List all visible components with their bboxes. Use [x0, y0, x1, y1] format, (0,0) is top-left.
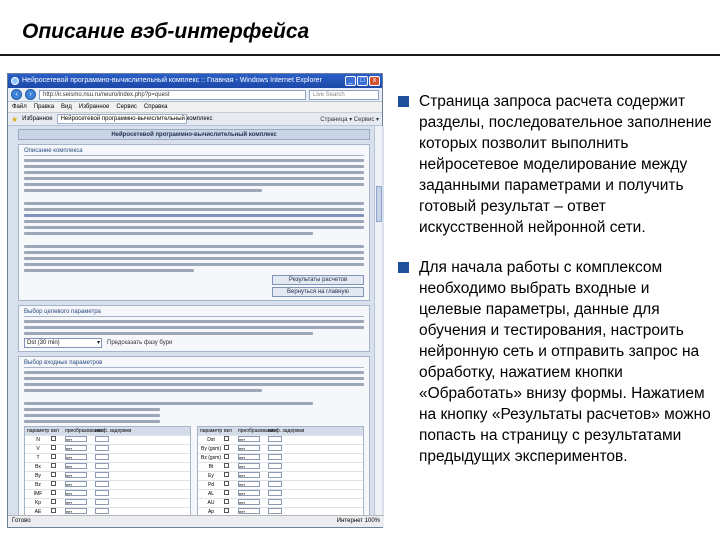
bullet-square-icon	[398, 96, 409, 107]
param-name: Ap	[207, 509, 215, 515]
param-header-cell: вкл	[51, 428, 59, 434]
param-header-cell: преобразование	[65, 428, 104, 434]
description-panel	[18, 144, 370, 301]
param-delay-select[interactable]	[268, 472, 282, 478]
param-checkbox[interactable]	[224, 463, 229, 468]
menu-help[interactable]: Справка	[143, 104, 168, 110]
url-input[interactable]: http://ir.seismo.nsu.ru/neuro/index.php?p=quest	[39, 90, 306, 100]
status-bar	[8, 515, 384, 527]
page-banner: Нейросетевой программно-вычислительный комплекс	[18, 129, 370, 140]
description-panel-head: Описание комплекса	[24, 148, 364, 156]
param-transform-select[interactable]: нет	[238, 445, 260, 451]
param-checkbox[interactable]	[51, 463, 56, 468]
param-delay-select[interactable]	[95, 436, 109, 442]
toolbar-tools[interactable]: Страница ▾ Сервис ▾	[320, 116, 379, 123]
param-checkbox[interactable]	[224, 481, 229, 486]
param-name: Bz (gsm)	[201, 455, 221, 461]
inputs-panel	[18, 356, 370, 522]
param-name: Bt	[208, 464, 214, 470]
param-transform-select[interactable]: нет	[65, 445, 87, 451]
bullet-text-1: Страница запроса расчета содержит разделы, последовательное заполнение которых позволит выполнить нейросетевое моделирование между заданными параметрами и получить готовый результат – ответ искусственной нейронной сети.	[419, 93, 712, 236]
param-name: By (gsm)	[201, 446, 221, 452]
param-delay-select[interactable]	[268, 499, 282, 505]
favorites-star-icon[interactable]: ★	[11, 114, 19, 124]
param-checkbox[interactable]	[51, 499, 56, 504]
slide-title: Описание вэб-интерфейса	[22, 20, 310, 43]
param-header-cell: параметр	[27, 428, 50, 434]
param-delay-select[interactable]	[268, 463, 282, 469]
window-controls	[345, 76, 380, 86]
param-transform-select[interactable]: нет	[65, 454, 87, 460]
param-checkbox[interactable]	[51, 490, 56, 495]
param-transform-select[interactable]: нет	[238, 472, 260, 478]
browser-tab[interactable]: Нейросетевой программно-вычислительный комплекс	[57, 114, 187, 124]
browser-title: Нейросетевой программно-вычислительный комплекс :: Главная - Windows Internet Explorer	[22, 77, 322, 84]
param-transform-select[interactable]: нет	[238, 499, 260, 505]
param-header-cell: коэф. задержки	[268, 428, 305, 434]
param-transform-select[interactable]: нет	[65, 490, 87, 496]
minimize-button[interactable]: _	[345, 76, 356, 86]
menu-tools[interactable]: Сервис	[116, 104, 137, 110]
bullet-square-icon	[398, 262, 409, 273]
param-name: Kp	[34, 500, 42, 506]
back-to-main-button[interactable]: Вернуться на главную	[272, 287, 364, 297]
param-checkbox[interactable]	[51, 472, 56, 477]
results-button[interactable]: Результаты расчетов	[272, 275, 364, 285]
param-name: T	[36, 455, 40, 461]
param-transform-select[interactable]: нет	[65, 499, 87, 505]
param-tables	[24, 426, 364, 518]
param-delay-select[interactable]	[268, 508, 282, 514]
param-transform-select[interactable]: нет	[238, 436, 260, 442]
target-panel	[18, 305, 370, 352]
title-divider	[0, 54, 720, 56]
scroll-thumb[interactable]	[376, 186, 382, 222]
favorites-label[interactable]: Избранное	[22, 116, 53, 122]
tabs-bar	[8, 113, 382, 126]
param-name: N	[36, 437, 40, 443]
param-delay-select[interactable]	[268, 481, 282, 487]
param-delay-select[interactable]	[95, 508, 109, 514]
param-header-cell: коэф. задержки	[95, 428, 132, 434]
param-name: Dst	[207, 437, 215, 443]
param-delay-select[interactable]	[268, 490, 282, 496]
param-name: Bz	[35, 482, 41, 488]
menu-favorites[interactable]: Избранное	[78, 104, 110, 110]
param-delay-select[interactable]	[268, 454, 282, 460]
param-name: Ey	[208, 473, 214, 479]
target-panel-head: Выбор целевого параметра	[24, 309, 364, 317]
param-checkbox[interactable]	[51, 454, 56, 459]
param-transform-select[interactable]: нет	[65, 508, 87, 514]
bullet-list	[397, 91, 712, 467]
target-select[interactable]: Dst (30 min) ▾	[24, 338, 102, 348]
browser-screenshot	[7, 73, 383, 528]
param-name: AU	[207, 500, 215, 506]
param-transform-select[interactable]: нет	[238, 463, 260, 469]
menu-edit[interactable]: Правка	[33, 104, 55, 110]
param-checkbox[interactable]	[224, 508, 229, 513]
param-transform-select[interactable]: нет	[238, 508, 260, 514]
param-transform-select[interactable]: нет	[238, 454, 260, 460]
param-name: By	[35, 473, 41, 479]
param-transform-select[interactable]: нет	[65, 481, 87, 487]
param-header-cell: преобразование	[238, 428, 277, 434]
param-transform-select[interactable]: нет	[65, 436, 87, 442]
menu-view[interactable]: Вид	[61, 104, 72, 110]
param-table-left	[24, 426, 191, 518]
browser-search-input[interactable]: Live Search	[309, 90, 379, 100]
menu-bar	[8, 102, 382, 113]
maximize-button[interactable]: □	[357, 76, 368, 86]
ie-logo-icon	[11, 77, 19, 85]
param-checkbox[interactable]	[224, 499, 229, 504]
param-checkbox[interactable]	[51, 508, 56, 513]
bullet-text-2: Для начала работы с комплексом необходимо выбрать входные и целевые параметры, данные для обучения и тестирования, настроить нейронную сеть и отправить запрос на обработку, нажатием кнопки «Обработать» внизу формы. Нажатием на кнопку «Результаты расчетов» можно попасть на страницу с результатами предыдущих экспериментов.	[419, 259, 711, 465]
param-delay-select[interactable]	[95, 445, 109, 451]
param-delay-select[interactable]	[95, 463, 109, 469]
browser-titlebar	[8, 74, 382, 88]
page-scrollbar[interactable]	[374, 126, 382, 515]
param-checkbox[interactable]	[224, 445, 229, 450]
param-name: AE	[34, 509, 42, 515]
param-table-right	[197, 426, 364, 518]
param-checkbox[interactable]	[51, 481, 56, 486]
param-delay-select[interactable]	[95, 490, 109, 496]
bullet-item	[397, 91, 712, 238]
param-name: Pd	[207, 482, 215, 488]
forward-icon[interactable]: ›	[25, 89, 36, 100]
param-delay-select[interactable]	[95, 472, 109, 478]
param-delay-select[interactable]	[95, 499, 109, 505]
address-bar	[8, 88, 382, 102]
param-delay-select[interactable]	[268, 436, 282, 442]
status-text: Готово	[12, 518, 31, 524]
target-caption: Предсказать фазу бури	[107, 340, 173, 346]
param-name: IMF	[33, 491, 43, 497]
back-icon[interactable]: ‹	[11, 89, 22, 100]
param-delay-select[interactable]	[95, 481, 109, 487]
param-transform-select[interactable]: нет	[238, 490, 260, 496]
page-content	[8, 126, 384, 515]
param-checkbox[interactable]	[224, 436, 229, 441]
close-button[interactable]: x	[369, 76, 380, 86]
param-delay-select[interactable]	[268, 445, 282, 451]
param-transform-select[interactable]: нет	[65, 472, 87, 478]
param-header-cell: вкл	[224, 428, 232, 434]
param-checkbox[interactable]	[224, 490, 229, 495]
param-header-cell: параметр	[200, 428, 223, 434]
param-checkbox[interactable]	[51, 445, 56, 450]
zone-zoom-text: Интернет 100%	[336, 518, 380, 524]
param-name: V	[36, 446, 40, 452]
bullet-item	[397, 257, 712, 467]
menu-file[interactable]: Файл	[12, 104, 27, 110]
param-checkbox[interactable]	[224, 454, 229, 459]
param-checkbox[interactable]	[51, 436, 56, 441]
param-checkbox[interactable]	[224, 472, 229, 477]
param-transform-select[interactable]: нет	[238, 481, 260, 487]
param-name: Bx	[35, 464, 41, 470]
param-delay-select[interactable]	[95, 454, 109, 460]
param-name: AL	[207, 491, 215, 497]
inputs-panel-head: Выбор входных параметров	[24, 360, 364, 368]
param-transform-select[interactable]: нет	[65, 463, 87, 469]
